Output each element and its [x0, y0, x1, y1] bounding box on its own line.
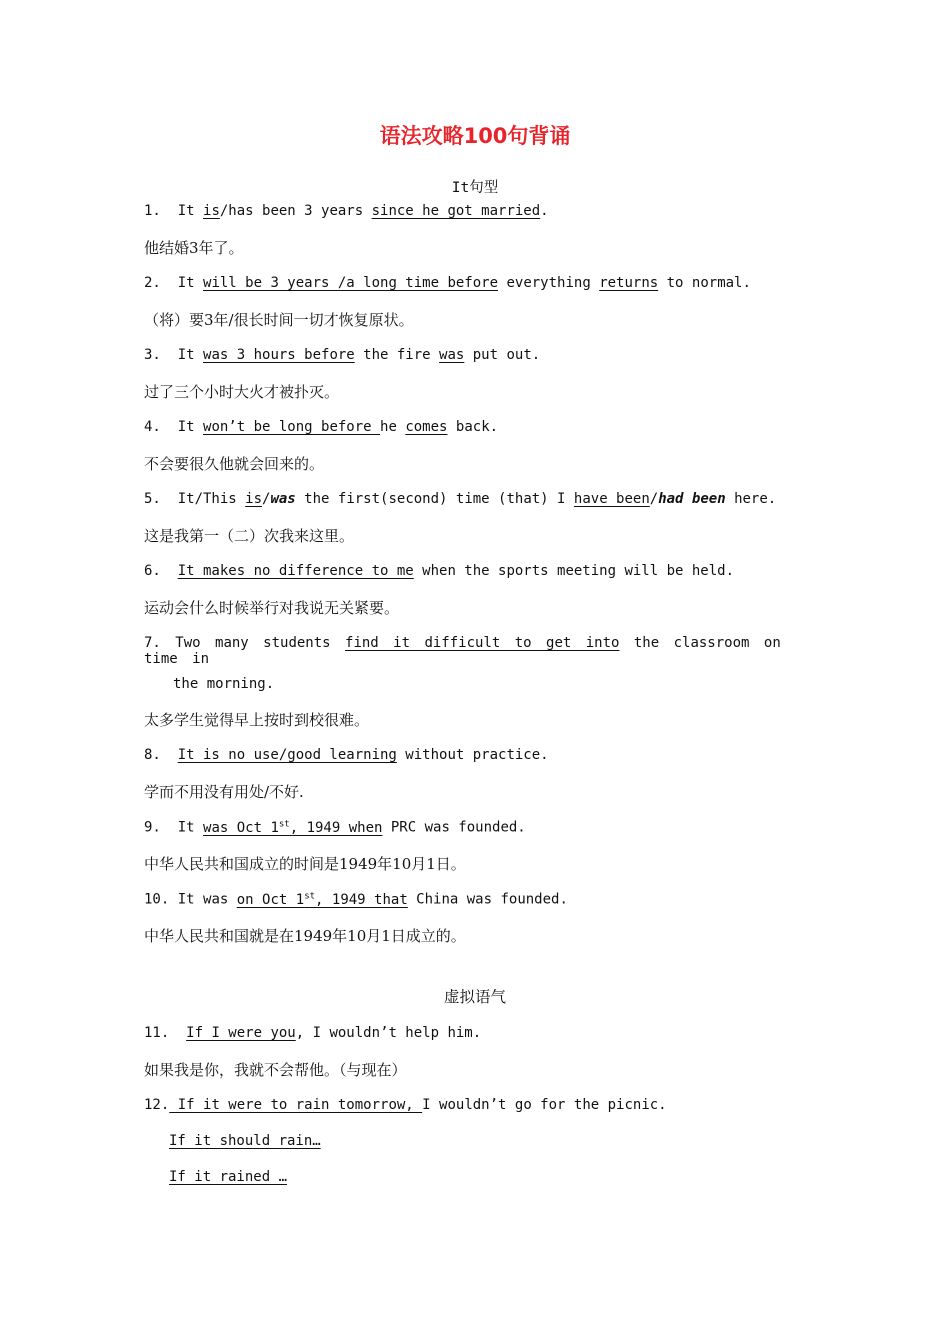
sentence-2-zh: （将）要3年/很长时间一切才恢复原状。	[144, 311, 414, 329]
sentence-5-en: 5. It/This is/was the first(second) time (that) I have been/had been here.	[144, 491, 777, 507]
sentence-11-zh: 如果我是你，我就不会帮他。（与现在）	[144, 1061, 407, 1079]
sentence-12-en: 12. If it were to rain tomorrow, I wouldn’t go for the picnic.	[144, 1097, 667, 1113]
sentence-7-en-cont: the morning.	[173, 676, 275, 692]
sentence-3-en: 3. It was 3 hours before the fire was put out.	[144, 347, 541, 363]
section-heading-subjunctive: 虚拟语气	[443, 988, 506, 1006]
sentence-9-zh: 中华人民共和国成立的时间是1949年10月1日。	[144, 855, 466, 873]
sentence-10-zh: 中华人民共和国就是在1949年10月1日成立的。	[144, 927, 466, 945]
sentence-5-zh: 这是我第一（二）次我来这里。	[144, 527, 355, 545]
page-title: 语法攻略100句背诵	[379, 124, 571, 148]
sentence-7-zh: 太多学生觉得早上按时到校很难。	[144, 711, 370, 729]
sentence-1-zh: 他结婚3年了。	[144, 239, 244, 257]
sentence-8-zh: 学而不用没有用处/不好.	[144, 783, 304, 801]
sentence-9-en: 9. It was Oct 1st, 1949 when PRC was founded.	[144, 819, 526, 836]
sentence-1-en: 1. It is/has been 3 years since he got married.	[144, 203, 549, 219]
sentence-12-alt-2: If it rained …	[169, 1169, 288, 1185]
sentence-3-zh: 过了三个小时大火才被扑灭。	[144, 383, 340, 401]
sentence-11-en: 11. If I were you, I wouldn’t help him.	[144, 1025, 482, 1041]
sentence-12-alt-1: If it should rain…	[169, 1133, 321, 1149]
sentence-8-en: 8. It is no use/good learning without practice.	[144, 747, 549, 763]
sentence-10-en: 10. It was on Oct 1st, 1949 that China was founded.	[144, 891, 568, 908]
sentence-4-zh: 不会要很久他就会回来的。	[144, 455, 325, 473]
sentence-6-en: 6. It makes no difference to me when the sports meeting will be held.	[144, 563, 735, 579]
sentence-6-zh: 运动会什么时候举行对我说无关紧要。	[144, 599, 400, 617]
sentence-4-en: 4. It won’t be long before he comes back.	[144, 419, 499, 435]
section-heading-it: It句型	[451, 180, 499, 196]
sentence-2-en: 2. It will be 3 years /a long time before everything returns to normal.	[144, 275, 751, 291]
sentence-7-en: 7. Two many students find it difficult to get into the classroom on time in	[144, 635, 781, 667]
